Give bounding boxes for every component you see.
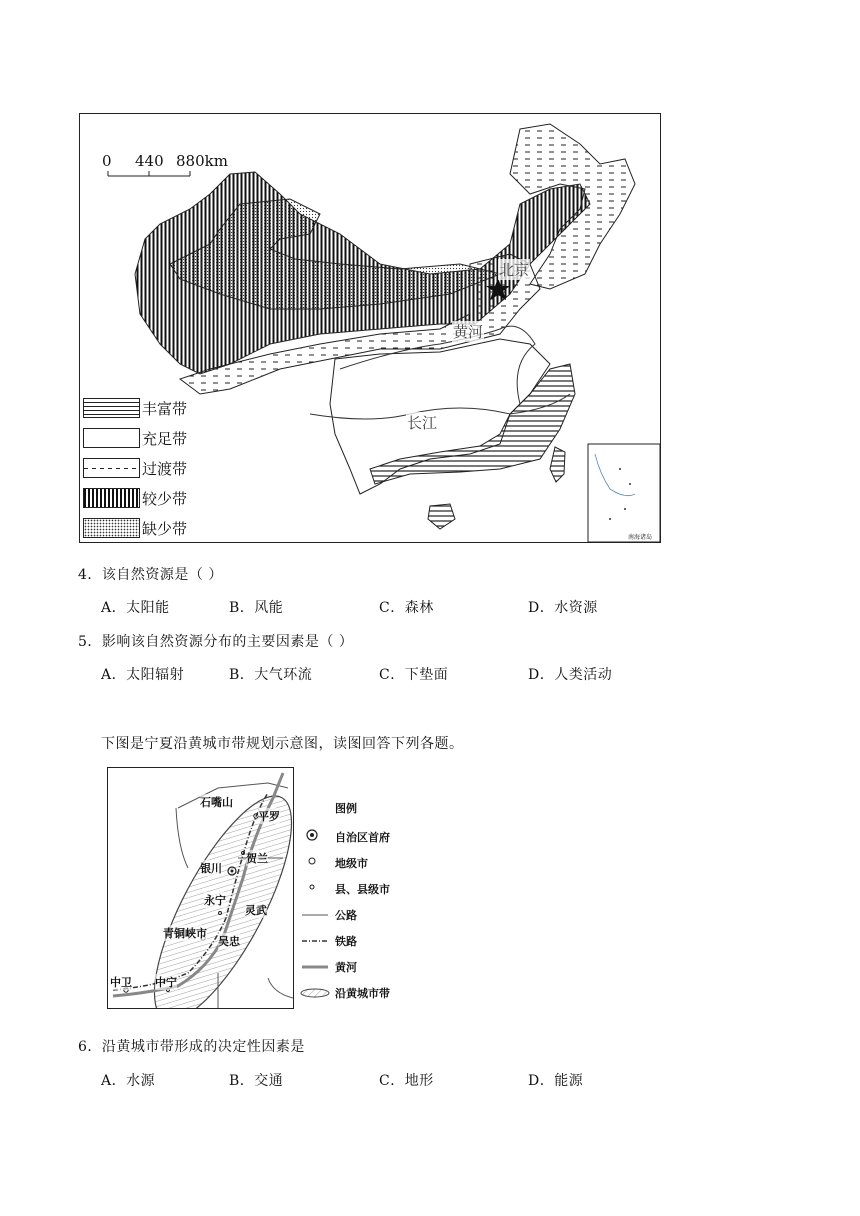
city-shizuishan: 石嘴山 bbox=[200, 796, 233, 809]
water-resource-map bbox=[79, 113, 661, 543]
q4-option-d[interactable]: D．水资源 bbox=[528, 600, 598, 616]
city-zhongning: 中宁 bbox=[155, 976, 177, 989]
legend-swatch-transition bbox=[83, 458, 140, 478]
city-lingwu: 灵武 bbox=[245, 904, 267, 917]
map2-legend-capital: 自治区首府 bbox=[335, 831, 390, 844]
map2-legend-title: 图例 bbox=[335, 802, 357, 815]
city-helan: 贺兰 bbox=[246, 852, 268, 865]
legend-label-transition: 过渡带 bbox=[142, 460, 188, 478]
legend-swatch-lacking bbox=[83, 518, 140, 538]
inset-label: 南海诸岛 bbox=[628, 534, 653, 541]
map2-legend-highway: 公路 bbox=[335, 909, 357, 922]
question-5: 5．影响该自然资源分布的主要因素是（ ） bbox=[78, 634, 354, 650]
q6-option-b[interactable]: B．交通 bbox=[229, 1073, 284, 1089]
legend-label-rich: 丰富带 bbox=[142, 400, 188, 418]
q4-option-a[interactable]: A．太阳能 bbox=[101, 600, 170, 616]
hainan bbox=[428, 504, 455, 529]
taiwan bbox=[550, 447, 565, 482]
label-beijing: 北京 bbox=[499, 261, 530, 279]
city-pingluo: 平罗 bbox=[258, 810, 280, 823]
legend-label-sufficient: 充足带 bbox=[142, 430, 188, 448]
q5-option-b[interactable]: B．大气环流 bbox=[229, 667, 313, 683]
q6-option-d[interactable]: D．能源 bbox=[528, 1073, 584, 1089]
q4-option-c[interactable]: C．森林 bbox=[379, 600, 434, 616]
map2-legend-prefecture: 地级市 bbox=[335, 857, 368, 870]
city-yongning: 永宁 bbox=[204, 894, 226, 907]
ningxia-city-belt-map bbox=[107, 767, 294, 1009]
city-zhongwei: 中卫 bbox=[110, 976, 132, 989]
q5-option-a[interactable]: A．太阳辐射 bbox=[101, 667, 185, 683]
city-wuzhong: 吴忠 bbox=[218, 935, 240, 948]
q6-option-a[interactable]: A．水源 bbox=[101, 1073, 156, 1089]
legend-swatch-rich bbox=[83, 398, 140, 418]
q5-option-c[interactable]: C．下垫面 bbox=[379, 667, 449, 683]
scale-tick-0: 0 bbox=[102, 152, 112, 170]
map2-legend-symbols bbox=[298, 822, 338, 1032]
q6-option-c[interactable]: C．地形 bbox=[379, 1073, 434, 1089]
intro-text: 下图是宁夏沿黄城市带规划示意图，读图回答下列各题。 bbox=[101, 736, 464, 752]
map2-legend-river: 黄河 bbox=[335, 961, 357, 974]
city-qingtongxia: 青铜峡市 bbox=[163, 927, 207, 940]
map2-legend-railway: 铁路 bbox=[335, 935, 357, 948]
q5-option-d[interactable]: D．人类活动 bbox=[528, 667, 613, 683]
scale-tick-880km: 880km bbox=[176, 152, 228, 170]
map2-legend-belt: 沿黄城市带 bbox=[335, 987, 390, 1000]
label-huanghe: 黄河 bbox=[453, 323, 484, 341]
map2-legend-county: 县、县级市 bbox=[335, 883, 390, 896]
inset-frame bbox=[588, 444, 660, 542]
legend-label-less: 较少带 bbox=[142, 490, 188, 508]
label-changjiang: 长江 bbox=[407, 414, 438, 432]
scale-tick-440: 440 bbox=[135, 152, 164, 170]
legend-label-lacking: 缺少带 bbox=[142, 520, 188, 538]
legend-swatch-less bbox=[83, 488, 140, 508]
question-4: 4．该自然资源是（ ） bbox=[78, 567, 223, 583]
q4-option-b[interactable]: B．风能 bbox=[229, 600, 284, 616]
legend-swatch-sufficient bbox=[83, 428, 140, 448]
city-yinchuan: 银川 bbox=[200, 862, 222, 875]
question-6: 6．沿黄城市带形成的决定性因素是 bbox=[78, 1039, 305, 1055]
